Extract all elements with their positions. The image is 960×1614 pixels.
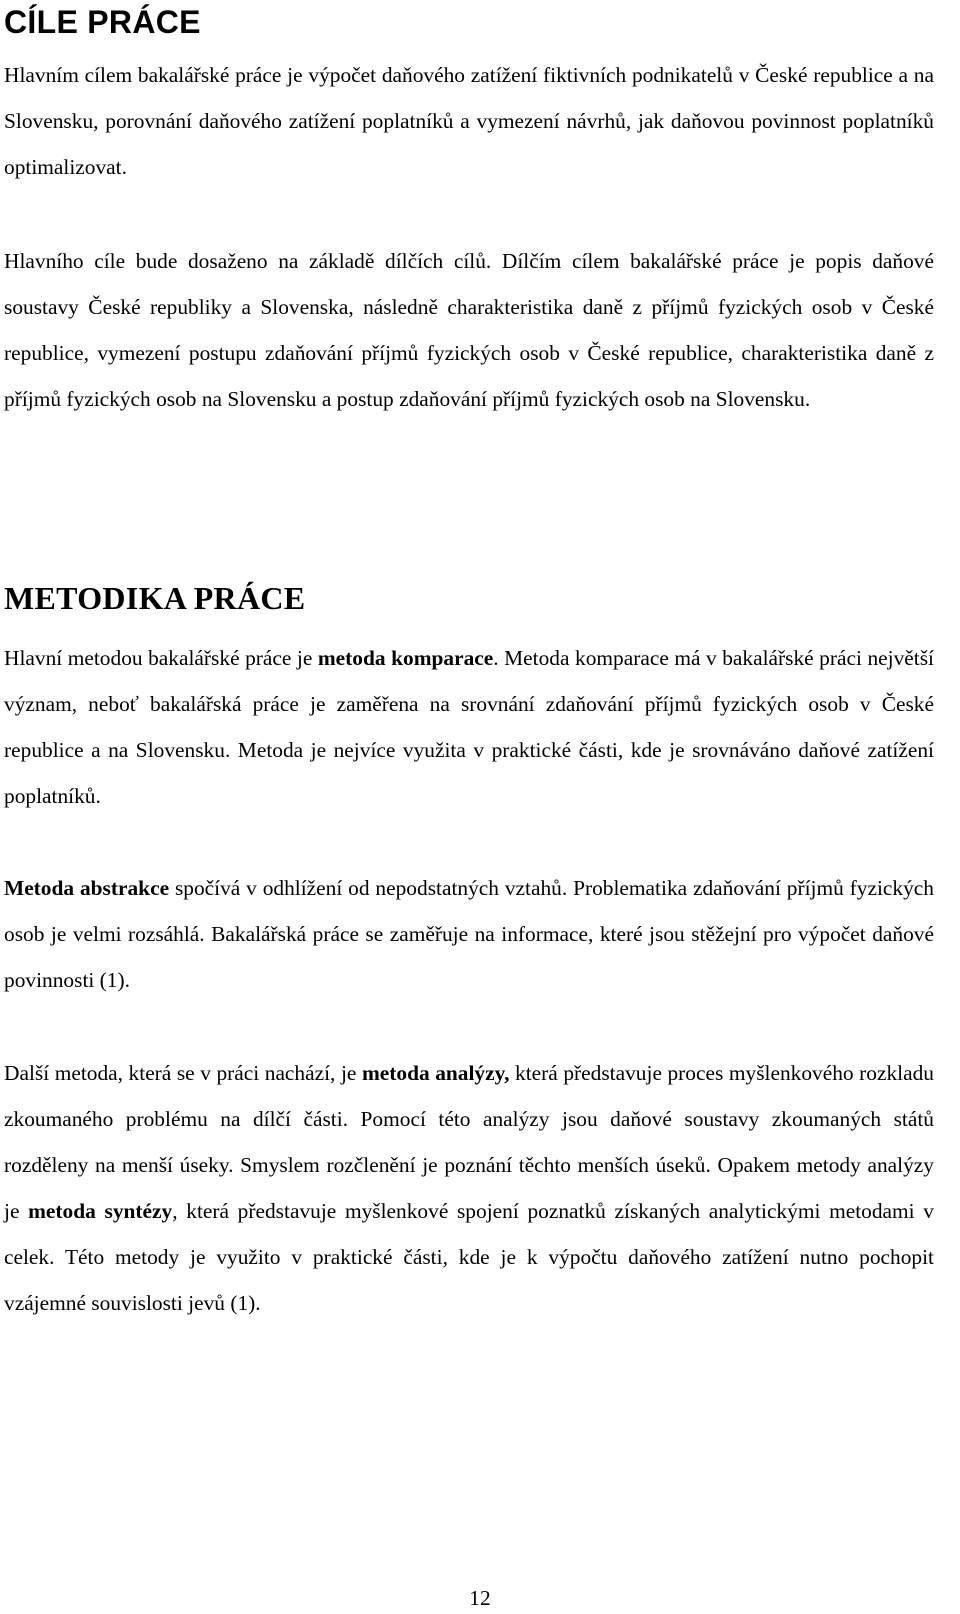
goals-paragraph-partial: Hlavního cíle bude dosaženo na základě dílčích cílů. Dílčím cílem bakalářské práce je popis daňové soustavy České republiky a Slovenska, následně charakteristika daně z příjmů fyzických osob v České republice, vymezení postupu zdaňování příjmů fyzických osob v České republice, charakteristika daně z příjmů fyzických osob na Slovensku a postup zdaňování příjmů fyzických osob na Slovensku. xyxy=(4,249,934,411)
bold-term-comparison: metoda komparace xyxy=(317,646,494,670)
methods-paragraph-analysis xyxy=(4,1050,934,1326)
goals-paragraph-main: Hlavním cílem bakalářské práce je výpočet daňového zatížení fiktivních podnikatelů v České republice a na Slovensku, porovnání daňového zatížení poplatníků a vymezení návrhů, jak daňovou povinnost poplatníků optimalizovat. xyxy=(4,63,934,179)
bold-term-analysis: metoda analýzy, xyxy=(361,1061,510,1085)
text-run: Hlavní metodou bakalářské práce je xyxy=(4,646,318,670)
text-run: , která představuje myšlenkové spojení poznatků získaných analytickými metodami v celek. Této metody je využito v praktické části, kde je k výpočtu daňového zatížení nutno pochopit vzájemné souvislosti jevů (1). xyxy=(4,1199,934,1315)
methods-paragraph-comparison xyxy=(4,635,934,819)
bold-term-abstraction: Metoda abstrakce xyxy=(4,876,170,900)
text-run: Další metoda, která se v práci nachází, je xyxy=(4,1061,362,1085)
section-heading-methods: METODIKA PRÁCE xyxy=(4,580,306,616)
bold-term-synthesis: metoda syntézy xyxy=(28,1199,173,1223)
section-heading-goals: CÍLE PRÁCE xyxy=(4,4,201,40)
text-run: . Metoda komparace má v bakalářské práci největší význam, neboť bakalářská práce je zaměřena na srovnání zdaňování příjmů fyzických osob v České republice a na Slovensku. Metoda je nejvíce využita v praktické části, kde je srovnáváno daňové zatížení poplatníků. xyxy=(4,646,934,808)
methods-paragraph-abstraction xyxy=(4,865,934,1003)
page-number: 12 xyxy=(469,1586,491,1610)
text-run: která představuje proces myšlenkového rozkladu zkoumaného problému na dílčí části. Pomocí této analýzy jsou daňové soustavy zkoumaných států rozděleny na menší úseky. Smyslem rozčlenění je poznání těchto menších úseků. Opakem metody analýzy je xyxy=(4,1061,934,1223)
text-run: spočívá v odhlížení od nepodstatných vztahů. Problematika zdaňování příjmů fyzických osob je velmi rozsáhlá. Bakalářská práce se zaměřuje na informace, které jsou stěžejní pro výpočet daňové povinnosti (1). xyxy=(4,876,934,992)
